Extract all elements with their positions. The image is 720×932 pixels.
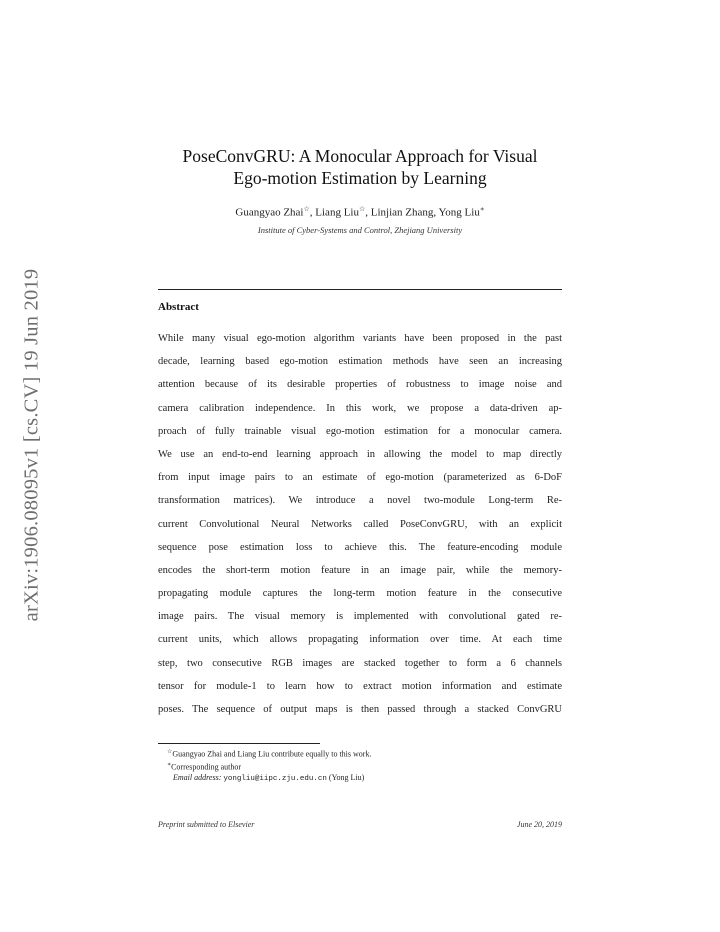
footnotes bbox=[167, 747, 567, 785]
footnote-email bbox=[167, 773, 567, 785]
author-mark: ∗ bbox=[479, 205, 485, 213]
affiliation: Institute of Cyber-Systems and Control, Zhejiang University bbox=[257, 225, 463, 235]
abstract-line: proach of fully trainable visual ego-motion estimation for a monocular camera. bbox=[158, 425, 562, 437]
preprint-notice: Preprint submitted to Elsevier bbox=[158, 820, 255, 829]
abstract-line: attention because of its desirable properties of robustness to image noise and bbox=[158, 379, 562, 391]
abstract-line: propagating module captures the long-term motion feature in the consecutive bbox=[158, 588, 562, 600]
abstract-line: image pairs. The visual memory is implemented with convolutional gated re- bbox=[158, 611, 562, 623]
author-name: Guangyao Zhai bbox=[235, 206, 304, 219]
abstract-line: poses. The sequence of output maps is then passed through a stacked ConvGRU bbox=[158, 704, 562, 715]
abstract-line: transformation matrices). We introduce a novel two-module Long-term Re- bbox=[158, 495, 562, 507]
author-list bbox=[150, 205, 570, 219]
author-separator: , bbox=[365, 206, 371, 219]
abstract-line: decade, learning based ego-motion estimation methods have seen an increasing bbox=[158, 356, 562, 368]
abstract-line: tensor for module-1 to learn how to extract motion information and estimate bbox=[158, 680, 562, 692]
author-mark: ☆ bbox=[358, 205, 366, 213]
abstract-line: from input image pairs to an estimate of ego-motion (parameterized as 6-DoF bbox=[158, 472, 562, 484]
paper-title-line-1: PoseConvGRU: A Monocular Approach for Visual bbox=[182, 146, 538, 166]
footnote-rule bbox=[158, 743, 320, 744]
abstract-line: sequence pose estimation loss to achieve this. The feature-encoding module bbox=[158, 541, 562, 553]
email-label: Email address: bbox=[173, 773, 222, 783]
arxiv-identifier: arXiv:1906.08095v1 [cs.CV] 19 Jun 2019 bbox=[20, 268, 43, 622]
author-separator: , bbox=[309, 206, 316, 219]
footnote-text: Guangyao Zhai and Liang Liu contribute equally to this work. bbox=[172, 749, 372, 759]
arxiv-sidebar bbox=[0, 0, 43, 622]
author-mark: ☆ bbox=[303, 205, 310, 213]
abstract-line: camera calibration independence. In this work, we propose a data-driven ap- bbox=[158, 402, 562, 414]
abstract-body bbox=[158, 331, 562, 725]
author-separator: , bbox=[433, 206, 439, 219]
abstract-line: encodes the short-term motion feature in an image pair, while the memory- bbox=[158, 564, 562, 576]
abstract-line: We use an end-to-end learning approach in allowing the model to map directly bbox=[158, 448, 562, 460]
author-name: Linjian Zhang bbox=[370, 206, 434, 219]
abstract-heading: Abstract bbox=[158, 301, 199, 313]
paper-title-line-2: Ego-motion Estimation by Learning bbox=[233, 168, 487, 188]
email-address[interactable]: yongliu@iipc.zju.edu.cn bbox=[223, 775, 327, 784]
paper-title bbox=[150, 145, 570, 189]
footnote-equal-contribution bbox=[167, 747, 567, 760]
footnote-corresponding-author bbox=[167, 760, 567, 773]
abstract-line: current Convolutional Neural Networks called PoseConvGRU, with an explicit bbox=[158, 518, 562, 530]
abstract-line: current units, which allows propagating information over time. At each time bbox=[158, 634, 562, 646]
abstract-line: step, two consecutive RGB images are stacked together to form a 6 channels bbox=[158, 657, 562, 669]
footnote-mark: ∗ bbox=[167, 762, 172, 769]
author-name: Liang Liu bbox=[315, 206, 359, 219]
footnote-mark: ☆ bbox=[167, 749, 173, 755]
abstract-line: While many visual ego-motion algorithm variants have been proposed in the past bbox=[158, 333, 562, 344]
header-rule bbox=[158, 289, 562, 290]
email-owner: (Yong Liu) bbox=[328, 773, 365, 783]
footnote-text: Corresponding author bbox=[171, 762, 242, 772]
preprint-date: June 20, 2019 bbox=[516, 820, 562, 829]
author-name: Yong Liu bbox=[438, 206, 480, 219]
